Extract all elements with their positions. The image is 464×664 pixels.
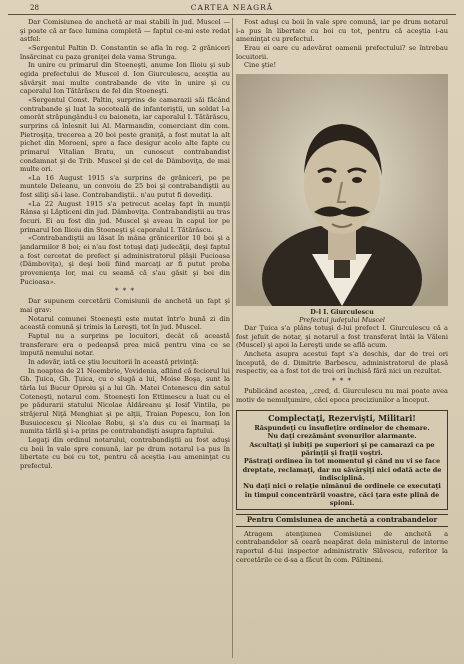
portrait-role: Prefectul judeţului Muscel [299, 315, 385, 324]
article-paragraph: In unire cu primarul din Stoeneşti, anume Ion Ilioiu şi sub egida prefectului de Muscel d. Ion Giurculescu, aceştia au săvârşit mai multe contrabande de vite în unire şi cu caporalul Ion Tătărăscu de fel din Stoeneşti. [20, 61, 230, 96]
notice-heading: Complectaţi, Rezervişti, Militari! [268, 413, 416, 424]
section-separator-stars: * * * [115, 287, 135, 296]
article-paragraph: Ancheta asupra acestui fapt s'a deschis, dar de trei ori începută, de d. Dimitrie Barbescu, administratorul de plasă respectiv, ea a fost tot de trei ori închisă fără nici un rezultat. [236, 349, 448, 376]
article-paragraph: In adevăr, iată ce ştiu locuitorii în această privinţă: [28, 357, 199, 366]
page-number: 28 [30, 4, 39, 12]
article-paragraph: Notarul comunei Stoeneşti este mutat într'o bună zi din această comună şi trimis la Lereşti, tot în jud. Muscel. [20, 314, 230, 332]
notice-line: Răspundeţi cu însufleţire ordinelor de chemare. [254, 424, 430, 433]
page-header [8, 2, 456, 15]
article-paragraph: In noaptea de 21 Noembrie, Vovidenia, aflând că feciorul lui Gh. Ţuica, Gh. Ţuica, cu o slugă a lui, Moise Boşa, sunt la târla lui Bucur Oproiu şi a lui Gh. Matei Cotenescu din satul Coteneşti, notarul com. Stoeneşti Ion Ettimescu a luat cu el pe pădurarii statului Nicolae Aldăreanu şi Iosif Vintila, pe străjerul Niţă Menghiat şi pe alţii, Traian Popescu, Ion Ion Busuiocescu şi Nicolae Robu, şi s'a dus cu ei înarmaţi la numita târlă şi i-a prins pe contrabandişti asupra faptului. [20, 366, 230, 436]
portrait-caption [236, 308, 448, 324]
publication-title: CARTEA NEAGRĂ [190, 3, 274, 12]
article-paragraph: Legaţi din ordinul notarului, contrabandiştii au fost aduşi cu boii în vale spre comună, iar pe drum notarul i-a pus în libertate cu boi cu tot, pentru că aceştia i-au ameninţat cu prefectul. [20, 435, 230, 470]
article-paragraph: Dar supunem cercetării Comisiunii de anchetă un fapt şi mai grav: [20, 297, 230, 314]
notice-line: Ascultaţi şi iubiţi pe superiori şi pe camarazi ca pe părinţii şi fraţii voştri. [249, 440, 435, 458]
notice-line: Nu daţi crezământ svonurilor alarmante. [267, 432, 417, 441]
notice-box [236, 410, 448, 510]
right-column [236, 18, 448, 658]
notice-line: Păstraţi ordinea în tot momentul şi când nu vi se face dreptate, reclamaţi, dar nu săvârşiţi nici odată acte de indisciplină. [242, 457, 442, 482]
article-paragraph: «Sergentul Const. Paltin, surprins de camarazii săi făcând contrabande şi luat la socoteală de infanteriştii, un soldat l-a omorât străpungându-l cu baioneta, iar caporalul I. Tătărăscu, surprins că înlesnit lui Al. Marmandin, comerciant din com. Pietroşiţa, trecerea a 20 boi peste graniţă, a fost mutat la alt pichet din Moroeni, spre a face desigur acolo alte fapte cu primarul Vitalian Bratu, un cunoscut contrabandist condamnat şi de Trib. Muscel şi de cel de Dâmboviţa, de mai multe ori. [20, 95, 230, 174]
portrait-name: D-l I. Giurculescu [310, 307, 374, 316]
article-paragraph: «La 22 August 1915 s'a petrecut acelaş fapt în munţii Rânsa şi Lăpticeni din jud. Dâmboviţa. Contrabandiştii au tras focuri. Ei au fost din jud. Muscel şi aveau în capul lor pe primarul Ion Ilioiu din Stoeneşti şi caporalul I. Tătărăscu. [20, 199, 230, 234]
article-paragraph: «Contrabandiştii au lăsat în mâna grănicerilor 10 boi şi a jandarmilor 8 boi; ei n'au fost totuşi daţi judecăţii, deşi faptul a fost cercetat de prefect şi administratorul plăşii Pucioasa (Dâmboviţa), şi deşi boii fiind marcaţi ar fi putut proba provenienţa lor, mai cu seamă că s'au găsit şi boi din Pucioasa». [20, 234, 230, 286]
article-paragraph: Publicând acestea, ,,cred, d. Giurculescu nu mai poate avea motiv de nemulţumire, căci epoca preciziunilor a început. [236, 386, 448, 404]
article-paragraph: «Sergentul Paltin D. Constantin se afla în reg. 2 grăniceri însărcinat cu paza graniţei dela vama Strunga. [20, 43, 230, 61]
left-column [20, 18, 230, 658]
notice-line: Nu daţi nici o relaţie nimănui de ordinele ce executaţi în timpul concentrării voastre, căci ţara este plină de spioni. [243, 482, 441, 507]
article-paragraph: Cine ştie! [244, 61, 277, 70]
article-paragraph: Dar Ţuica s'a plâns totuşi d-lui prefect I. Giurculescu că a fost jefuit de notar, şi notarul a fost transferat întâi la Văleni (Muscel) şi apoi la Lereşti unde se află acum. [236, 323, 448, 350]
article-paragraph: Fost aduşi cu boii în vale spre comună, iar pe drum notarul i-a pus în libertate cu boi cu tot, pentru că aceştia i-au ameninţat cu prefectul. [236, 18, 448, 44]
column-divider [232, 18, 233, 658]
article-paragraph: Erau ei oare cu adevărat oamenii prefectului? se întrebau locuitorii. [236, 43, 448, 61]
article-paragraph: «La 16 August 1915 s'a surprins de grăniceri, pe pe muntele Deleanu, un convoiu de 25 boi şi contrabandiştii au fost siliţi să-i lase. Contrabandiştii.. n'au putut fi dovediţi. [20, 173, 230, 200]
portrait-illustration [236, 74, 448, 306]
article-paragraph: Faptul nu a surprins pe locuitori, decât că această transferare era o pedeapsă prea mică pentru vina ce se impută nemului notar. [20, 331, 230, 358]
article-paragraph: Dar Comisiunea de anchetă ar mai stabili în jud. Muscel — şi poate că ar face lumina completă — faptul ce-mi este redat astfel: [20, 18, 230, 44]
section-separator-stars: * * * [332, 376, 352, 385]
article-paragraph: Atragem atenţiunea Comisiunei de anchetă a contrabandelor să ceară neapărat dela ministerul de interne raportul d-lui inspector administrativ Slăvescu, referitor la cercetările ce d-sa a făcut în com. Păltineni. [236, 529, 448, 564]
portrait-photo [236, 74, 448, 306]
section-heading: Pentru Comisiunea de anchetă a contrabandelor [236, 514, 448, 527]
